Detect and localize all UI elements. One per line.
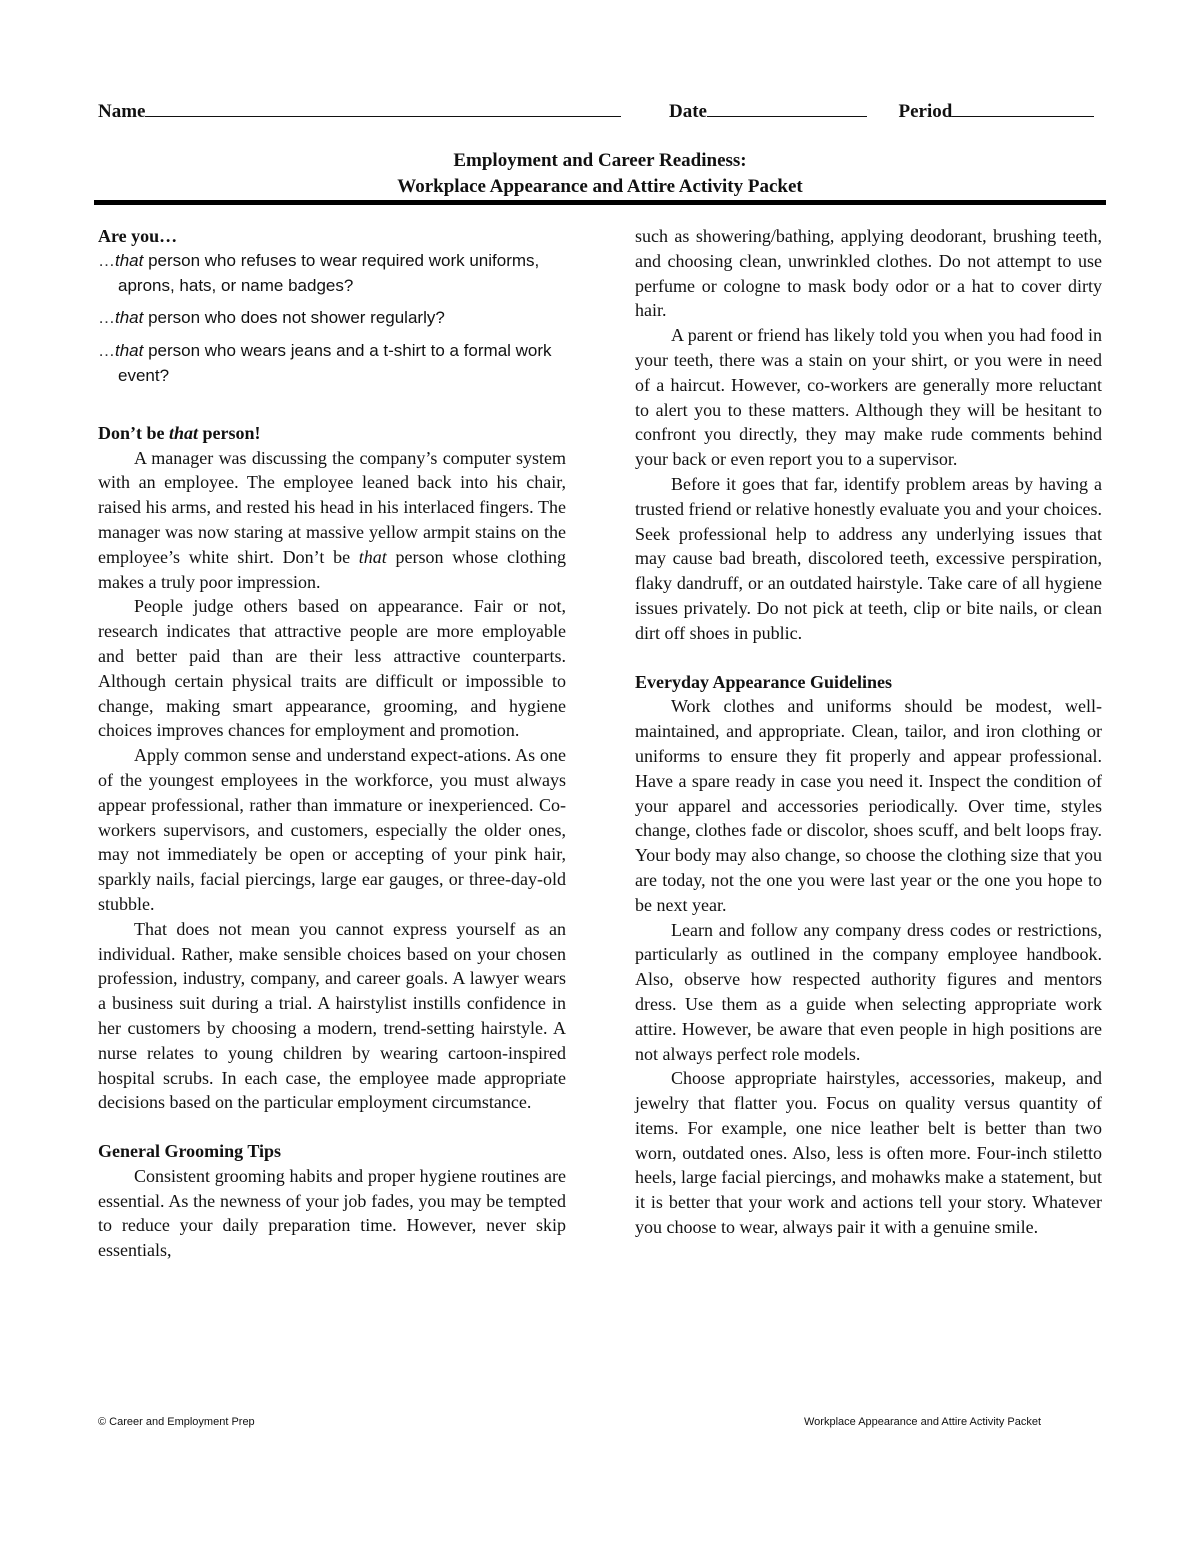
paragraph: Work clothes and uniforms should be modest, well-maintained, and appropriate. Clean, tailor, and iron clothing or uniforms to ensure they fit properly and appear professional. Have a spare ready in case you need it. Inspect the condition of your apparel and accessories periodically. Over time, styles change, clothes fade or discolor, shoes scuff, and belt loops fray. Your body may also change, so choose the clothing size that you are today, not the one you were last year or the one you hope to be next year. xyxy=(635,696,1102,915)
section-heading-dont-be: Don’t be that person! xyxy=(98,422,261,443)
document-title xyxy=(0,148,1200,200)
footer-packet-title: Workplace Appearance and Attire Activity Packet xyxy=(804,1416,1042,1428)
intro-item: …that person who refuses to wear required work uniforms, aprons, hats, or name badges? xyxy=(98,250,540,295)
title-line-1: Employment and Career Readiness: xyxy=(453,150,747,171)
paragraph: A manager was discussing the company’s computer system with an employee. The employee leaned back into his chair, raised his arms, and rested his head in his interlaced fingers. The manager was now staring at massive yellow armpit stains on the employee’s white shirt. Don’t be that person whose clothing makes a truly poor impression. xyxy=(98,447,566,592)
date-field[interactable] xyxy=(707,98,867,117)
intro-heading: Are you… xyxy=(98,226,178,246)
footer-copyright: © Career and Employment Prep xyxy=(98,1416,255,1428)
intro-item: …that person who wears jeans and a t-shirt to a formal work event? xyxy=(98,341,552,385)
paragraph-continued: such as showering/bathing, applying deodorant, brushing teeth, and choosing clean, unwrinkled clothes. Do not attempt to use perfume or cologne to mask body odor or a hat to cover dirty hair. xyxy=(635,226,1102,321)
paragraph: That does not mean you cannot express yourself as an individual. Rather, make sensible choices based on your chosen profession, industry, company, and career goals. A lawyer wears a business suit during a trial. A hairstylist instills confidence in her customers by choosing a modern, trend-setting hairstyle. A nurse relates to young children by wearing cartoon-inspired hospital scrubs. In each case, the employee made appropriate decisions based on the particular employment circumstance. xyxy=(98,918,566,1113)
title-line-2: Workplace Appearance and Attire Activity Packet xyxy=(397,176,803,197)
paragraph: A parent or friend has likely told you when you had food in your teeth, there was a stain on your shirt, or you were in need of a haircut. However, co-workers are generally more reluctant to alert you to these matters. Although they will be hesitant to confront you directly, they may make rude comments behind your back or even report you to a supervisor. xyxy=(635,325,1102,470)
intro-item: …that person who does not shower regularly? xyxy=(98,308,445,328)
student-info-line xyxy=(98,98,1094,123)
paragraph: Before it goes that far, identify problem areas by having a trusted friend or relative honestly evaluate you and your choices. Seek professional help to address any underlying issues that may cause bad breath, discolored teeth, excessive perspiration, flaky dandruff, or an outdated hairstyle. Take care of all hygiene issues privately. Do not pick at teeth, clip or bite nails, or clean dirt off shoes in public. xyxy=(635,473,1102,643)
right-column xyxy=(635,224,1102,1240)
period-label: Period xyxy=(898,101,953,122)
title-divider xyxy=(94,200,1106,205)
name-label: Name xyxy=(98,101,146,122)
name-field[interactable] xyxy=(145,98,621,117)
paragraph: Apply common sense and understand expect-ations. As one of the youngest employees in the workforce, you must always appear professional, rather than immature or inexperienced. Co-workers supervisors, and customers, especially the older ones, may not immediately be open or accepting of your pink hair, sparkly nails, facial piercings, large ear gauges, or three-day-old stubble. xyxy=(98,745,566,914)
period-field[interactable] xyxy=(952,98,1094,117)
paragraph: People judge others based on appearance. Fair or not, research indicates that attractive people are more employable and better paid than are their less attractive counterparts. Although certain physical traits are difficult or impossible to change, making smart appearance, grooming, and hygiene choices improves chances for employment and promotion. xyxy=(98,596,566,741)
left-column xyxy=(98,224,566,1263)
paragraph: Choose appropriate hairstyles, accessories, makeup, and jewelry that flatter you. Focus on quality versus quantity of items. For example, one nice leather belt is better than two worn, outdated ones. Also, less is often more. Four-inch stiletto heels, large facial piercings, and mohawks make a statement, but it is better that your work and actions tell your story. Whatever you choose to wear, always pair it with a genuine smile. xyxy=(635,1068,1102,1238)
section-heading-grooming: General Grooming Tips xyxy=(98,1141,282,1162)
paragraph: Consistent grooming habits and proper hygiene routines are essential. As the newness of your job fades, you may be tempted to reduce your daily preparation time. However, never skip essentials, xyxy=(98,1165,566,1261)
intro-list xyxy=(98,249,566,389)
paragraph: Learn and follow any company dress codes or restrictions, particularly as outlined in the company employee handbook. Also, observe how respected authority figures and mentors dress. Use them as a guide when selecting appropriate work attire. However, be aware that even people in high positions are not always perfect role models. xyxy=(635,919,1102,1064)
date-label: Date xyxy=(668,101,707,122)
section-heading-everyday: Everyday Appearance Guidelines xyxy=(635,671,893,692)
